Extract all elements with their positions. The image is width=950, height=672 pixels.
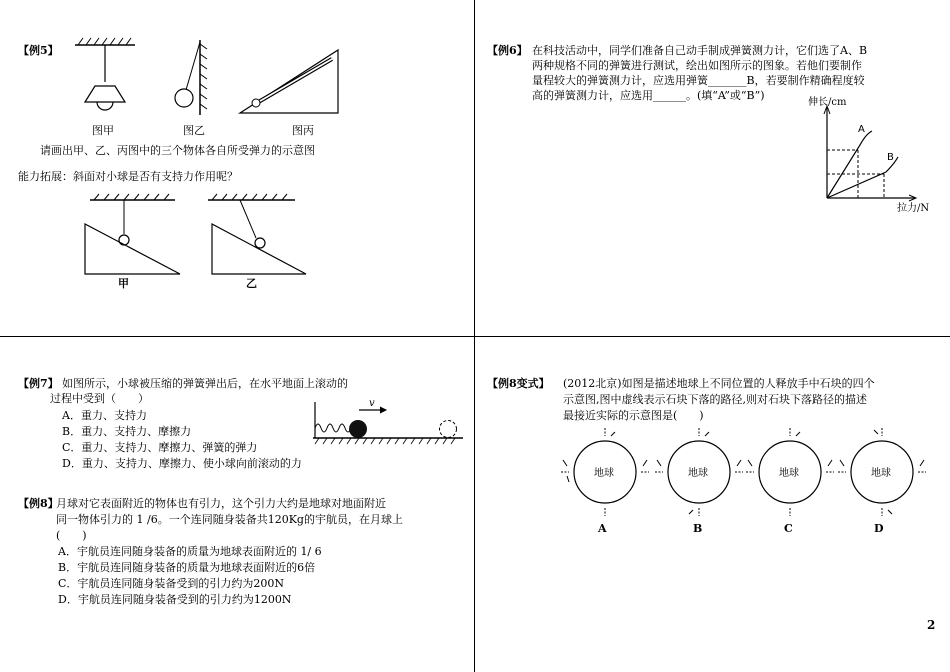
earth-diagram-b (655, 428, 743, 516)
ceiling-lamp-figure (75, 38, 135, 110)
ex5-extension: 能力拓展：斜面对小球是否有支持力作用呢？ (18, 170, 238, 183)
sub-figure-b (208, 194, 306, 274)
series-b-label: B (887, 152, 894, 163)
ex6-line-1: 在科技活动中，同学们准备自己动手制成弹簧测力计，它们选了A、B (532, 44, 868, 57)
ex8-line-2: 同一物体引力的 1 /6。一个连同随身装备共120Kg的宇航员，在月球上 (56, 513, 403, 526)
ex5-sub-label-a: 甲 (118, 277, 129, 290)
ex8v-choice-b: B (693, 522, 703, 535)
earth-diagram-a (561, 428, 649, 516)
ex7-line-1: 如图所示，小球被压缩的弹簧弹出后，在水平地面上滚动的 (62, 377, 348, 390)
ex7-option-c: C．重力、支持力、摩擦力、弹簧的弹力 (62, 441, 258, 454)
velocity-label: v (369, 398, 375, 409)
incline-rod-figure (240, 50, 338, 113)
ex6-line-4: 高的弹簧测力计，应选用______。(填“A”或“B”) (532, 89, 765, 102)
ex6-tag: 【例6】 (487, 44, 528, 57)
ex8v-tag: 【例8变式】 (487, 377, 550, 390)
ex8v-line-3: 最接近实际的示意图是( ) (563, 409, 704, 422)
ex8v-line-1: (2012北京)如图是描述地球上不同位置的人释放手中石块的四个 (563, 377, 875, 390)
ex8-option-b: B．宇航员连同随身装备的质量为地球表面附近的6倍 (58, 561, 316, 574)
wall-ball-figure (175, 40, 207, 115)
series-b-line (827, 157, 898, 198)
ex8-option-c: C．宇航员连同随身装备受到的引力约为200N (58, 577, 285, 590)
ex5-question: 请画出甲、乙、丙图中的三个物体各自所受弹力的示意图 (40, 144, 315, 157)
earth-diagram-c (746, 428, 834, 516)
series-a-label: A (858, 124, 865, 135)
ex8v-choice-d: D (874, 522, 884, 535)
ex7-option-d: D．重力、支持力、摩擦力、使小球向前滚动的力 (62, 457, 302, 470)
svg-text:地球: 地球 (688, 468, 708, 479)
ex7-tag: 【例7】 (18, 377, 59, 390)
ex8-option-a: A．宇航员连同随身装备的质量为地球表面附近的 1/ 6 (58, 545, 322, 558)
ex8v-choice-a: A (598, 522, 607, 535)
svg-text:地球: 地球 (779, 468, 799, 479)
ex6-ylabel: 伸长/cm (808, 97, 847, 108)
sub-figure-a (85, 194, 180, 274)
ex8-option-d: D．宇航员连同随身装备受到的引力约为1200N (58, 593, 292, 606)
ex7-line-2: 过程中受到（ ） (50, 392, 149, 405)
ex8-tag: 【例8】 (18, 497, 59, 510)
ex5-label-b: 图乙 (183, 124, 205, 137)
svg-text:地球: 地球 (594, 468, 614, 479)
ex8-line-3: ( ) (56, 529, 87, 542)
ball-outline-dashed (440, 421, 457, 438)
svg-text:地球: 地球 (871, 468, 891, 479)
ex8v-line-2: 示意图,图中虚线表示石块下落的路径,则对石块下落路径的描述 (563, 393, 867, 406)
ball (349, 420, 367, 438)
ex5-label-a: 图甲 (92, 124, 114, 137)
ex7-option-b: B．重力、支持力、摩擦力 (62, 425, 192, 438)
ex5-sub-figures (80, 190, 310, 280)
ex7-option-a: A．重力、支持力 (62, 409, 147, 422)
ex8-line-1: 月球对它表面附近的物体也有引力，这个引力大约是地球对地面附近 (56, 497, 386, 510)
ex6-xlabel: 拉力/N (897, 203, 930, 214)
ex6-line-3: 量程较大的弹簧测力计，应选用弹簧_______B，若要制作精确程度较 (532, 74, 865, 87)
ex6-line-2: 两种规格不同的弹簧进行测试，绘出如图所示的图象。若他们要制作 (532, 59, 862, 72)
ex5-sub-label-b: 乙 (246, 277, 257, 290)
ex5-tag: 【例5】 (18, 44, 59, 57)
page-number: 2 (927, 618, 936, 632)
ex6-graph (810, 100, 920, 210)
horizontal-divider (0, 336, 950, 337)
earth-diagram-d (838, 428, 926, 516)
spring-ball-figure (305, 392, 465, 448)
ex5-label-c: 图丙 (292, 124, 314, 137)
ex8v-choice-c: C (784, 522, 793, 535)
